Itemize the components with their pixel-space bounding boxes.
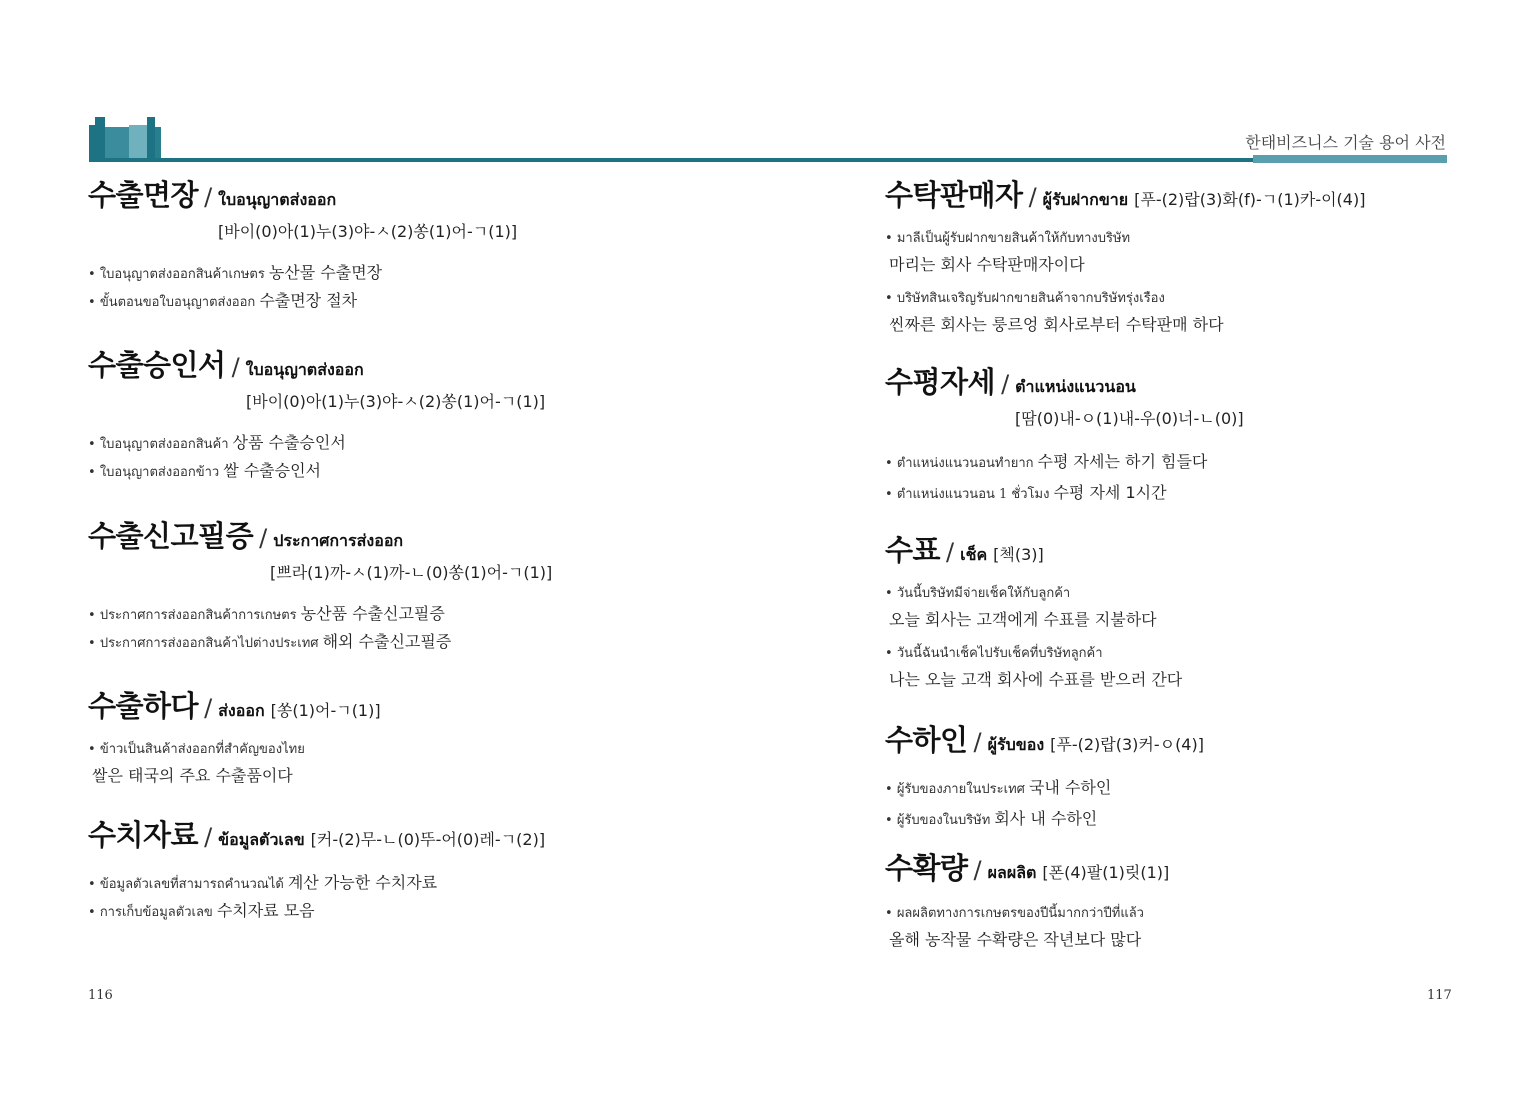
headword: 수탁판매자	[885, 178, 1023, 212]
example-line: • บริษัทสินเจริญรับฝากขายสินค้าจากบริษัทรุ่งเรือง	[885, 291, 1165, 306]
example-translation: 오늘 회사는 고객에게 수표를 지불하다	[889, 610, 1157, 629]
headword: 수출면장	[88, 178, 199, 212]
book-logo-icon	[89, 117, 161, 162]
dictionary-entry: 수출신고필증 / ประกาศการส่งออก [쁘라(1)까-ㅅ(1)까-ㄴ(0)쏭(1)어-ㄱ(1)] • ประกาศการส่งออกสินค้าการเกษตร 농산품 수출신고필증 • ประกาศการส่งออกสินค้าไปต่างประเทศ 해외 수출신고필증	[88, 516, 552, 657]
book-title-underline	[1253, 155, 1447, 163]
example-translation: 나는 오늘 고객 회사에 수표를 받으러 간다	[889, 670, 1183, 689]
headword: 수하인	[885, 723, 968, 757]
dictionary-entry: 수출하다 / ส่งออก [쏭(1)어-ㄱ(1)] • ข้าวเป็นสินค้าส่งออกที่สำคัญของไทย 쌀은 태국의 주요 수출품이다	[88, 686, 381, 789]
example-line: • ใบอนุญาตส่งออกข้าว 쌀 수출승인서	[88, 461, 322, 480]
example-line: • ผู้รับของภายในประเทศ 국내 수하인	[885, 778, 1112, 797]
example-line: • ใบอนุญาตส่งออกสินค้าเกษตร 농산물 수출면장	[88, 263, 383, 282]
page-number-right: 117	[1427, 988, 1452, 1003]
example-line: • ผู้รับของในบริษัท 회사 내 수하인	[885, 809, 1098, 828]
dictionary-entry: 수평자세 / ตำแหน่งแนวนอน [땀(0)내-ㅇ(1)내-우(0)너-ㄴ(0)] • ตำแหน่งแนวนอนทำยาก 수평 자세는 하기 힘들다 • ตำแหน่งแนวนอน 1 ชั่วโมง 수평 자세 1시간	[885, 362, 1244, 508]
book-title: 한태비즈니스 기술 용어 사전	[1245, 133, 1446, 152]
dictionary-entry: 수하인 / ผู้รับของ [푸-(2)랍(3)커-ㅇ(4)] • ผู้รับของภายในประเทศ 국내 수하인 • ผู้รับของในบริษัท 회사 내 수하인	[885, 720, 1204, 834]
headword: 수치자료	[88, 818, 199, 852]
pronunciation: [바이(0)아(1)누(3)야-ㅅ(2)쏭(1)어-ㄱ(1)]	[218, 222, 518, 241]
pronunciation: [바이(0)아(1)누(3)야-ㅅ(2)쏭(1)어-ㄱ(1)]	[246, 392, 546, 411]
example-line: • ตำแหน่งแนวนอน 1 ชั่วโมง 수평 자세 1시간	[885, 483, 1167, 502]
pronunciation: [폰(4)팔(1)릿(1)]	[1042, 863, 1170, 882]
headword: 수출승인서	[88, 348, 226, 382]
page-number-left: 116	[88, 988, 113, 1003]
example-line: • ตำแหน่งแนวนอนทำยาก 수평 자세는 하기 힘들다	[885, 452, 1208, 471]
example-line: • ใบอนุญาตส่งออกสินค้า 상품 수출승인서	[88, 433, 346, 452]
thai-term: ผู้รับฝากขาย	[1042, 190, 1129, 209]
dictionary-entry: 수출면장 / ใบอนุญาตส่งออก [바이(0)아(1)누(3)야-ㅅ(2)쏭(1)어-ㄱ(1)] • ใบอนุญาตส่งออกสินค้าเกษตร 농산물 수출면장 • ขั้นตอนขอใบอนุญาตส่งออก 수출면장 절차	[88, 175, 517, 316]
dictionary-entry: 수치자료 / ข้อมูลตัวเลข [커-(2)무-ㄴ(0)뚜-어(0)레-ㄱ(2)] • ข้อมูลตัวเลขที่สามารถคำนวณได้ 계산 가능한 수치자료 • การเก็บข้อมูลตัวเลข 수치자료 모음	[88, 815, 545, 926]
thai-term: เช็ค	[960, 545, 988, 564]
thai-term: ผู้รับของ	[987, 735, 1045, 754]
headword: 수평자세	[885, 365, 996, 399]
example-line: • วันนี้ฉันนำเช็คไปรับเช็คที่บริษัทลูกค้า	[885, 646, 1103, 661]
thai-term: ข้อมูลตัวเลข	[218, 830, 305, 849]
pronunciation: [쏭(1)어-ㄱ(1)]	[270, 701, 381, 720]
example-line: • ประกาศการส่งออกสินค้าไปต่างประเทศ 해외 수출신고필증	[88, 632, 452, 651]
example-line: • ผลผลิตทางการเกษตรของปีนี้มากกว่าปีที่แล้ว	[885, 906, 1144, 921]
pronunciation: [땀(0)내-ㅇ(1)내-우(0)너-ㄴ(0)]	[1015, 409, 1244, 428]
dictionary-entry: 수탁판매자 / ผู้รับฝากขาย [푸-(2)랍(3)화(f)-ㄱ(1)카-이(4)] • มาลีเป็นผู้รับฝากขายสินค้าให้กับทางบริษัท 마리는 회사 수탁판매자이다 • บริษัทสินเจริญรับฝากขายสินค้าจากบริษัทรุ่งเรือง 씬짜른 회사는 룽르엉 회사로부터 수탁판매 하다	[885, 175, 1365, 338]
thai-term: ตำแหน่งแนวนอน	[1015, 377, 1136, 396]
headword: 수출하다	[88, 689, 199, 723]
headword: 수확량	[885, 851, 968, 885]
dictionary-entry: 수출승인서 / ใบอนุญาตส่งออก [바이(0)아(1)누(3)야-ㅅ(2)쏭(1)어-ㄱ(1)] • ใบอนุญาตส่งออกสินค้า 상품 수출승인서 • ใบอนุญาตส่งออกข้าว 쌀 수출승인서	[88, 345, 545, 486]
example-line: • ข้าวเป็นสินค้าส่งออกที่สำคัญของไทย	[88, 742, 305, 757]
example-line: • ข้อมูลตัวเลขที่สามารถคำนวณได้ 계산 가능한 수치자료	[88, 873, 438, 892]
pronunciation: [커-(2)무-ㄴ(0)뚜-어(0)레-ㄱ(2)]	[310, 830, 546, 849]
example-translation: 씬짜른 회사는 룽르엉 회사로부터 수탁판매 하다	[889, 315, 1224, 334]
example-translation: 쌀은 태국의 주요 수출품이다	[92, 766, 293, 785]
example-line: • วันนี้บริษัทมีจ่ายเช็คให้กับลูกค้า	[885, 586, 1071, 601]
headword: 수표	[885, 533, 941, 567]
thai-term: ผลผลิต	[987, 863, 1037, 882]
example-line: • การเก็บข้อมูลตัวเลข 수치자료 모음	[88, 901, 315, 920]
pronunciation: [첵(3)]	[993, 545, 1044, 564]
thai-term: ส่งออก	[218, 701, 265, 720]
example-line: • ขั้นตอนขอใบอนุญาตส่งออก 수출면장 절차	[88, 291, 358, 310]
headword: 수출신고필증	[88, 519, 254, 553]
dictionary-entry: 수표 / เช็ค [첵(3)] • วันนี้บริษัทมีจ่ายเช็คให้กับลูกค้า 오늘 회사는 고객에게 수표를 지불하다 • วันนี้ฉันนำเช็คไปรับเช็คที่บริษัทลูกค้า 나는 오늘 고객 회사에 수표를 받으러 간다	[885, 530, 1182, 693]
thai-term: ประกาศการส่งออก	[273, 531, 404, 550]
pronunciation: [푸-(2)랍(3)화(f)-ㄱ(1)카-이(4)]	[1134, 190, 1366, 209]
pronunciation: [쁘라(1)까-ㅅ(1)까-ㄴ(0)쏭(1)어-ㄱ(1)]	[270, 563, 553, 582]
example-translation: 마리는 회사 수탁판매자이다	[889, 255, 1085, 274]
example-line: • มาลีเป็นผู้รับฝากขายสินค้าให้กับทางบริษัท	[885, 231, 1131, 246]
dictionary-entry: 수확량 / ผลผลิต [폰(4)팔(1)릿(1)] • ผลผลิตทางการเกษตรของปีนี้มากกว่าปีที่แล้ว 올해 농작물 수확량은 작년보다 많다	[885, 848, 1169, 953]
header-rule	[89, 158, 1447, 162]
thai-term: ใบอนุญาตส่งออก	[218, 190, 337, 209]
pronunciation: [푸-(2)랍(3)커-ㅇ(4)]	[1050, 735, 1204, 754]
example-translation: 올해 농작물 수확량은 작년보다 많다	[889, 930, 1142, 949]
example-line: • ประกาศการส่งออกสินค้าการเกษตร 농산품 수출신고필증	[88, 604, 445, 623]
thai-term: ใบอนุญาตส่งออก	[245, 360, 364, 379]
